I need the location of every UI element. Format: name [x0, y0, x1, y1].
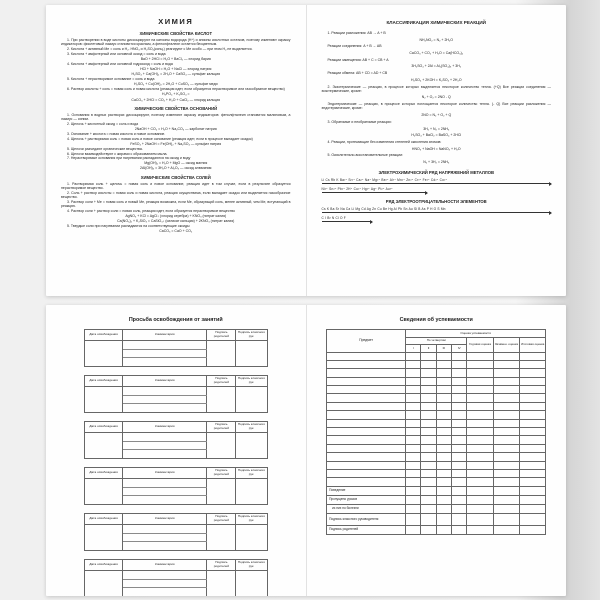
equation-line: H₂SO₄ + 2KOH = K₂SO₄ + 2H₂O	[410, 77, 462, 82]
grade-column-header: Итоговая оценка	[520, 337, 546, 352]
quarter-label: III	[436, 345, 451, 353]
equation-line: N₂ + O₂ = 2NO - Q	[421, 95, 451, 100]
write-in-line	[123, 395, 207, 404]
footer-row-label: из них по болезни	[327, 504, 406, 513]
text-line: Эндотермические — реакции, в процессе которых поглощается некоторое количество тепла. (- Q) Все реакции разложения — эндотермические, кроме:	[321, 102, 551, 111]
text-line: 5. Твердые соли при нагревании распадаются на соответствующие оксиды	[67, 223, 190, 228]
equation-line: 3H₂SO₄ + 2Al = Al₂(SO₄)₃ + 3H₂	[411, 64, 462, 69]
release-request-block	[84, 375, 268, 413]
text-line: 3. Обратимые и необратимые реакции:	[327, 119, 392, 124]
empty-grade-row	[327, 453, 546, 461]
empty-grade-row	[327, 352, 546, 360]
text-line: 2. Кислота + активный Me = соль и H₂. HNO₃ и H₂SO₄(конц.) реагируют с Me особо — при этом H₂ не выделяется.	[67, 46, 253, 51]
text-line: 5. Окислительно-восстановительные реакции:	[327, 153, 404, 158]
empty-grade-row	[327, 402, 546, 410]
equation-line: BaO + 2HCl = H₂O + BaCl₂ — хлорид бария	[140, 56, 211, 61]
column-header: Комментарии	[123, 422, 207, 433]
column-header: Подпись родителей	[207, 330, 236, 341]
column-header: Подпись родителей	[207, 376, 236, 387]
page-content	[322, 31, 552, 222]
equation-line: CaCO₃ + 2HCl = CO₂ + H₂O + CaCl₂ — хлорид кальция	[131, 97, 221, 102]
release-request-block	[84, 467, 268, 505]
series-elements: Li Cs Rb K Ba²⁺ Sr²⁺ Ca²⁺ Na⁺ Mg²⁺ Be²⁺ Al³⁺ Mn²⁺ Zn²⁺ Cr³⁺ Fe²⁺ Cd²⁺ Co²⁺	[321, 178, 448, 183]
text-line: 2. Экзотермические — реакции, в процессе которых выделяется некоторое количество тепла. (+Q) Все реакции соединения — экзотермические, кроме:	[321, 84, 551, 93]
write-in-line	[123, 387, 207, 396]
section-heading: ЭЛЕКТРОХИМИЧЕСКИЙ РЯД НАПРЯЖЕНИЙ МЕТАЛЛОВ	[378, 170, 495, 176]
right-arrow-line	[322, 221, 372, 222]
top-spread-sheet	[46, 5, 566, 296]
column-header: Дата освобождения	[84, 330, 122, 341]
column-header: Дата освобождения	[84, 468, 122, 479]
equation-line: FeSO₄ + 2NaOH = Fe(OH)₂ + Na₂SO₄ — сульфат натрия	[130, 141, 222, 146]
text-line: 4. Раствор соли + раствор соли = новая соль, реакция идет, если образуется нерастворимое вещество	[67, 208, 235, 213]
equation-line: H₃PO₄ + K₂SO₄ =	[161, 92, 190, 97]
section-heading: ХИМИЧЕСКИЕ СВОЙСТВА СОЛЕЙ	[140, 174, 211, 180]
write-in-line	[123, 349, 207, 358]
column-header: Подпись классного рук.	[236, 468, 267, 479]
column-header: Дата освобождения	[84, 514, 122, 525]
text-line: 2. Щелочь + кислотный оксид = соль и вода	[67, 121, 139, 126]
series-row	[322, 187, 552, 193]
write-in-line	[123, 441, 207, 450]
series-row	[322, 178, 552, 184]
write-in-line	[123, 525, 207, 534]
equation-line: Mg(OH)₂ = H₂O + MgO — оксид магния	[144, 161, 208, 166]
subject-column-header: Предмет	[327, 330, 406, 353]
column-header: Подпись классного рук.	[236, 514, 267, 525]
column-header: Подпись родителей	[207, 560, 236, 571]
footer-row	[327, 513, 546, 525]
right-arrow-line	[322, 212, 552, 213]
equation-line: H₂SO₄ + Ca(OH)₂ = 2H₂O + CaSO₄ — сульфат кальция	[131, 72, 221, 77]
footer-row	[327, 495, 546, 504]
footer-row-label: Пропущено уроков	[327, 495, 406, 504]
section-heading: ХИМИЧЕСКИЕ СВОЙСТВА КИСЛОТ	[139, 31, 212, 36]
section-heading: ХИМИЧЕСКИЕ СВОЙСТВА ОСНОВАНИЙ	[134, 105, 218, 111]
equation-line: H₂SO₄ + BaCl₂ = BaSO₄ + 2HCl	[411, 133, 462, 138]
text-line: 4. Реакции, протекающие без изменения степеней окисления атомов:	[327, 139, 442, 144]
equation-line: H₂SO₄ + Cu(OH)₂ = 2H₂O + CuSO₄ — сульфат меди	[133, 82, 218, 87]
footer-row-label: Подпись родителей	[327, 525, 406, 534]
empty-grade-row	[327, 469, 546, 477]
equation-line: Ca(NO₃)₂ + K₂SiO₃ = CaSiO₃↓ (силикат кальция) + 2KNO₃ (нитрат калия)	[117, 218, 235, 223]
text-line: Реакции замещения: AB + C = CB + A	[327, 57, 389, 62]
equation-line: 2Al(OH)₃ = 3H₂O + Al₂O₃ — оксид алюминия	[140, 166, 212, 171]
grade-column-header: Годовая оценка	[467, 337, 493, 352]
write-in-line	[123, 479, 207, 488]
text-line: 3. Кислота + амфотерный или основной оксид = соль и вода	[67, 51, 166, 56]
column-header: Подпись родителей	[207, 468, 236, 479]
equation-line: HCl + NaOH = H₂O + NaCl — хлорид натрия	[140, 66, 212, 71]
text-line: 1. Основания в водных растворах диссоциируют, поэтому изменяют окраску индикаторов: фенолфталеин становится малиновым, а лакмус — синим.	[61, 112, 291, 122]
empty-grade-row	[327, 411, 546, 419]
text-line: 5. Кислота + нерастворимое основание = соль и вода	[67, 77, 155, 82]
text-line: Реакции соединения: A + B → AB	[327, 44, 382, 49]
page-chemistry-properties	[46, 5, 306, 296]
text-line: Реакции обмена: AB + CD = AD + CB	[327, 71, 388, 76]
equation-line: CaCO₃ + CO₂ + H₂O = Ca(HCO₃)₂	[409, 51, 464, 56]
equation-line: N₂ + 3H₂ = 2NH₃	[423, 159, 450, 164]
text-line: 3. Основание + кислота = новая кислота и новое основание.	[67, 131, 166, 136]
release-request-block	[84, 329, 268, 367]
quarters-header: По четвертям	[406, 337, 467, 345]
page-title: Сведения об успеваемости	[399, 317, 473, 323]
series-row	[322, 216, 552, 222]
empty-grade-row	[327, 478, 546, 486]
empty-grade-row	[327, 369, 546, 377]
equation-line: CaCO₃ = CaO + CO₂	[159, 229, 193, 234]
right-arrow-line	[322, 183, 552, 184]
footer-row-label: Подпись классного руководителя	[327, 513, 406, 525]
section-heading: РЯД ЭЛЕКТРООТРИЦАТЕЛЬНОСТИ ЭЛЕМЕНТОВ	[385, 199, 487, 205]
column-header: Подпись классного рук.	[236, 422, 267, 433]
page-content	[61, 31, 291, 233]
footer-row	[327, 525, 546, 534]
equation-line: HNO₃ + NaOH = NaNO₃ + H₂O	[411, 146, 461, 151]
column-header: Комментарии	[123, 330, 207, 341]
equation-line: 2NaOH + CO₂ = H₂O + Na₂CO₃ — карбонат натрия	[134, 126, 217, 131]
page-reaction-classification	[306, 5, 567, 296]
write-in-line	[123, 533, 207, 542]
release-request-block	[84, 559, 268, 596]
quarter-label: IV	[452, 345, 467, 353]
empty-grade-row	[327, 394, 546, 402]
column-header: Дата освобождения	[84, 422, 122, 433]
equation-line: 3H₂ + N₂ = 2NH₃	[423, 126, 450, 131]
text-line: 4. Щелочь + растворимая соль = новая соль и новое основание (реакция идет, если в процессе выпадает осадок)	[67, 136, 253, 141]
text-line: 2. Соль + раствор кислоты = новая соль и новая кислота, реакция осуществима, если выпадает осадок или выделяется газообразное вещество.	[61, 190, 291, 199]
grades-table	[326, 329, 546, 535]
empty-grade-row	[327, 419, 546, 427]
grade-column-header: Экзамен. оценка	[493, 337, 519, 352]
text-line: 3. Раствор соли + Me = новая соль и новый Me, реакция возможна, если Me, образующий соль, менее активный, чем Me, вступающий в реакцию.	[61, 199, 291, 208]
column-header: Комментарии	[123, 468, 207, 479]
bottom-spread-sheet	[46, 305, 566, 596]
series-elements: C I Br N Cl O F	[321, 216, 346, 221]
empty-grade-row	[327, 360, 546, 368]
text-line: 6. Щелочи взаимодействуют с жирами с образованием мыла.	[67, 151, 168, 156]
empty-grade-row	[327, 428, 546, 436]
quarter-label: I	[406, 345, 421, 353]
text-line: 5. Щелочи разъедают органические вещества.	[67, 146, 143, 151]
release-request-block	[84, 421, 268, 459]
page-grades-summary	[306, 305, 567, 596]
column-header: Подпись классного рук.	[236, 330, 267, 341]
column-header: Подпись классного рук.	[236, 376, 267, 387]
footer-row	[327, 486, 546, 495]
empty-grade-row	[327, 444, 546, 452]
column-header: Комментарии	[123, 560, 207, 571]
page-title: КЛАССИФИКАЦИЯ ХИМИЧЕСКИХ РЕАКЦИЙ	[386, 20, 486, 25]
footer-row-label: Поведение	[327, 486, 406, 495]
write-in-line	[123, 433, 207, 442]
text-line: 7. Нерастворимые основания при нагревании распадаются на оксид и воду	[67, 156, 191, 161]
column-header: Комментарии	[123, 376, 207, 387]
text-line: 1. Реакции разложения: AB → A + B	[327, 31, 386, 35]
empty-grade-row	[327, 461, 546, 469]
column-header: Комментарии	[123, 514, 207, 525]
page-title: Просьба освобождения от занятий	[128, 317, 223, 323]
column-header: Подпись классного рук.	[236, 560, 267, 571]
series-elements: Cs K Ba Sr Na Ca Li Mg Cd Ag Zn Cu Be Hg Al Pb Sn Au Si B As P H O S Mn	[321, 207, 446, 212]
release-request-block	[84, 513, 268, 551]
column-header: Дата освобождения	[84, 376, 122, 387]
empty-grade-row	[327, 436, 546, 444]
series-row	[322, 207, 552, 213]
footer-row	[327, 504, 546, 513]
write-in-line	[123, 579, 207, 588]
page-title: ХИМИЯ	[158, 17, 194, 26]
text-line: 1. Растворимая соль + щелочь = новая соль и новое основание, реакция идет в том случае, если в результате образуется нерастворимое вещество.	[61, 181, 291, 191]
equation-line: NH₄NO₂ = N₂ + 2H₂O	[419, 37, 453, 42]
column-header: Подпись родителей	[207, 422, 236, 433]
release-blocks-container	[61, 329, 291, 596]
right-arrow-line	[322, 192, 428, 193]
equation-line: 2NO = N₂ + O₂ + Q	[421, 113, 452, 118]
page-release-requests	[46, 305, 306, 596]
write-in-line	[123, 341, 207, 350]
column-header: Дата освобождения	[84, 560, 122, 571]
text-line: 6. Раствор кислоты + соль = новая соль и новая кислота (реакция идет, если образуется нерастворимое или газообразное вещество)	[67, 87, 285, 92]
text-line: 1. При растворении в воде кислоты диссоциируют на катионы водорода (H⁺) и анионы кислотных остатков, поэтому изменяют окраску индикаторов: фиолетовый лакмус становится красным, а фенолфталеин остается бесцветным.	[61, 38, 291, 47]
equation-line: AgNO₃ + KCl = AgCl↓ (хлорид серебра) + KNO₃ (нитрат калия)	[125, 213, 227, 218]
column-header: Подпись родителей	[207, 514, 236, 525]
empty-grade-row	[327, 386, 546, 394]
quarter-label: II	[421, 345, 436, 353]
write-in-line	[123, 571, 207, 580]
grades-header: Оценка успеваемости	[406, 330, 546, 338]
text-line: 4. Кислота + амфотерный или основной гидроксид = соль и вода	[67, 61, 173, 66]
series-elements: Ni²⁺ Sn²⁺ Pb²⁺ 2H⁺ Cu²⁺ Hg²⁺ Ag⁺ Pt²⁺ Au³⁺	[321, 187, 394, 192]
write-in-line	[123, 487, 207, 496]
empty-grade-row	[327, 377, 546, 385]
